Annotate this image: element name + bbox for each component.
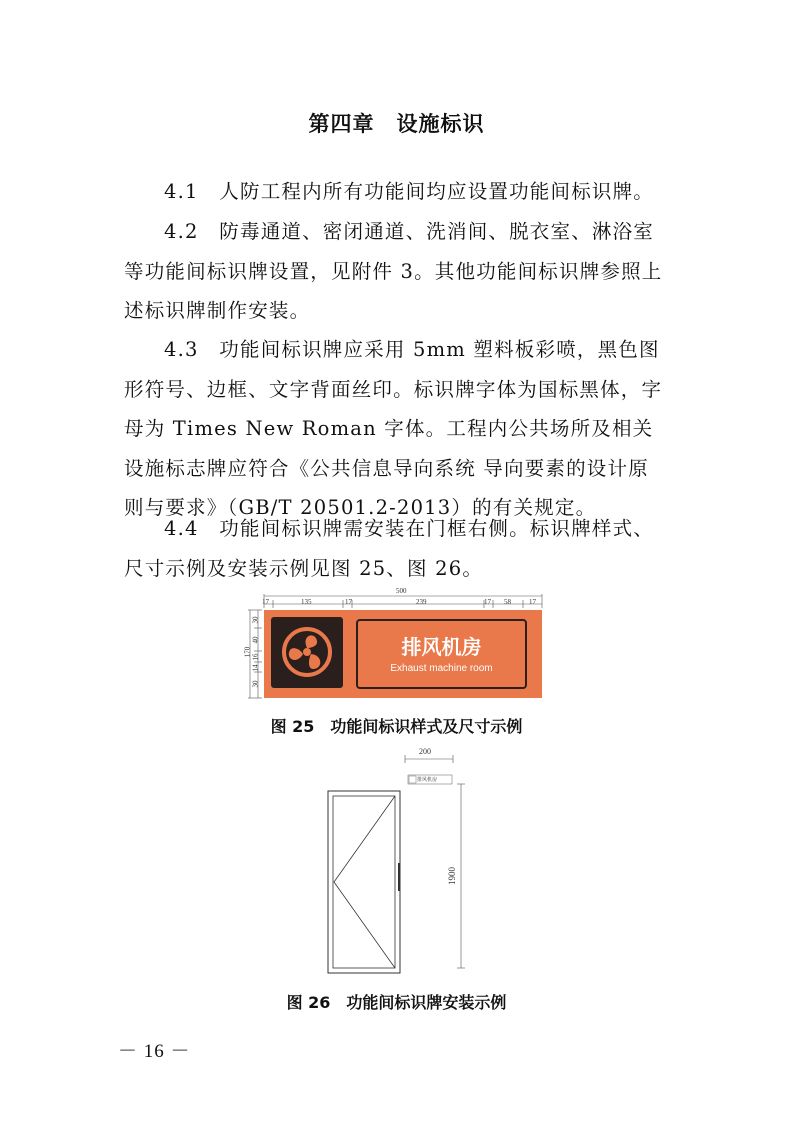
door-diagram [320, 745, 480, 975]
name-box [356, 619, 527, 689]
sign-name-cn: 排风机房 [401, 635, 482, 659]
figure-26 [320, 745, 480, 975]
icon-box [271, 617, 343, 688]
chapter-title: 第四章 设施标识 [308, 112, 485, 136]
fan-icon [271, 617, 343, 688]
dim-h-c: 16 [251, 653, 260, 661]
dim-b: 135 [301, 598, 312, 606]
dim-e: 17 [484, 598, 491, 606]
dim-h-b: 40 [251, 636, 260, 644]
top-dimension-lines [246, 592, 546, 612]
function-room-sign [264, 610, 542, 698]
paragraph-4-3: 4.3 功能间标识牌应采用 5mm 塑料板彩喷，黑色图形符号、边框、文字背面丝印。标识牌字体为国标黑体，字母为 Times New Roman 字体。工程内公共场所及相关设施标志牌应符合《公共信息导向系统 导向要素的设计原则与要求》（GB/T 20501.2-2013）的有关规定。 [124, 338, 663, 519]
paragraph-4-1: 4.1 人防工程内所有功能间均应设置功能间标识牌。 [164, 180, 655, 203]
dim-h-d: 14 [251, 664, 260, 672]
paragraph-4-2: 4.2 防毒通道、密闭通道、洗消间、脱衣室、淋浴室等功能间标识牌设置，见附件 3。其他功能间标识牌参照上述标识牌制作安装。 [124, 220, 663, 322]
dim-a: 17 [262, 598, 269, 606]
caption-figure-25: 图 25 功能间标识样式及尺寸示例 [270, 717, 523, 736]
caption-figure-26: 图 26 功能间标识牌安装示例 [286, 993, 507, 1012]
dim-h-a: 30 [251, 616, 260, 624]
figure-25 [243, 587, 546, 707]
dim-total-width: 500 [396, 587, 407, 595]
dim-c: 17 [345, 598, 352, 606]
door-height-label: 1900 [447, 867, 457, 885]
door-width-label: 200 [419, 747, 431, 756]
door-sign-label: 排风机房 [417, 778, 438, 783]
dim-h-e: 30 [251, 680, 260, 688]
sign-name-en: Exhaust machine room [390, 663, 493, 674]
dim-d: 239 [416, 598, 427, 606]
page-number: － 16 － [118, 1041, 191, 1062]
dim-total-height: 170 [243, 646, 252, 658]
dim-f: 58 [504, 598, 511, 606]
paragraph-4-4: 4.4 功能间标识牌需安装在门框右侧。标识牌样式、尺寸示例及安装示例见图 25、图 26。 [124, 517, 655, 580]
dim-g: 17 [529, 598, 536, 606]
